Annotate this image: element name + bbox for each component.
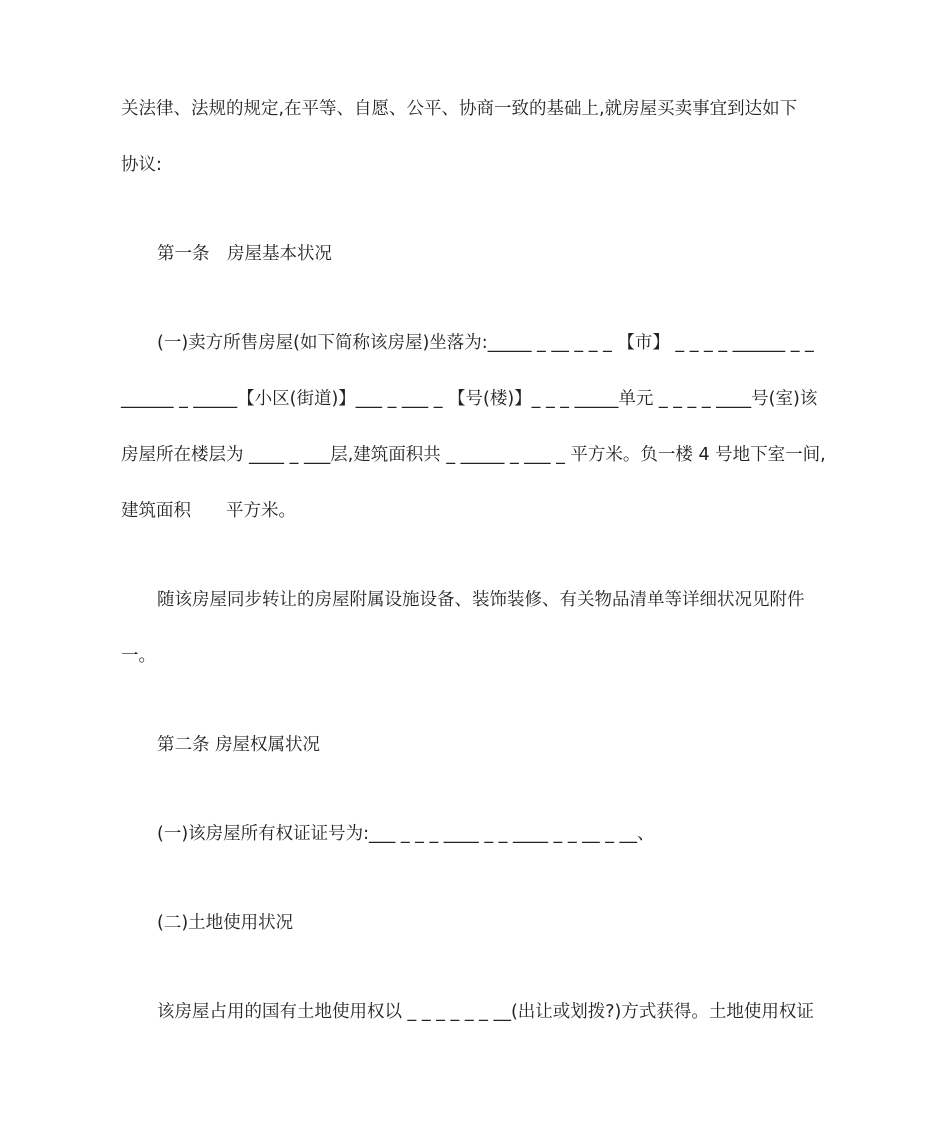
article-heading: 第一条 房屋基本状况 [157, 244, 332, 264]
text-line: 建筑面积 平方米。 [121, 501, 296, 521]
text-line: ______ _ _____【小区(街道)】___ _ ___ _ 【号(楼)】_ _ _ _____单元 _ _ _ _ ____号(室)该 [121, 389, 818, 409]
text-line: 该房屋占用的国有土地使用权以 _ _ _ _ _ _ __(出让或划拨?)方式获得。土地使用权证 [157, 1002, 814, 1022]
text-line: 随该房屋同步转让的房屋附属设施设备、装饰装修、有关物品清单等详细状况见附件 [157, 590, 805, 610]
text-line: 一。 [121, 646, 156, 666]
text-line: (一)卖方所售房屋(如下简称该房屋)坐落为:_____ _ __ _ _ _ 【市】 _ _ _ _ ______ _ _ [157, 333, 814, 353]
text-line: 协议: [121, 155, 162, 175]
text-line: 关法律、法规的规定,在平等、自愿、公平、协商一致的基础上,就房屋买卖事宜到达如下 [121, 99, 798, 119]
subsection-heading: (二)土地使用状况 [157, 913, 294, 933]
article-heading: 第二条 房屋权属状况 [157, 735, 321, 755]
text-line: (一)该房屋所有权证证号为:___ _ _ _ ____ _ _ ____ _ _ __ _ __、 [157, 824, 655, 844]
text-line: 房屋所在楼层为 ____ _ ___层,建筑面积共 _ _____ _ ___ _ 平方米。负一楼 4 号地下室一间, [121, 445, 826, 465]
